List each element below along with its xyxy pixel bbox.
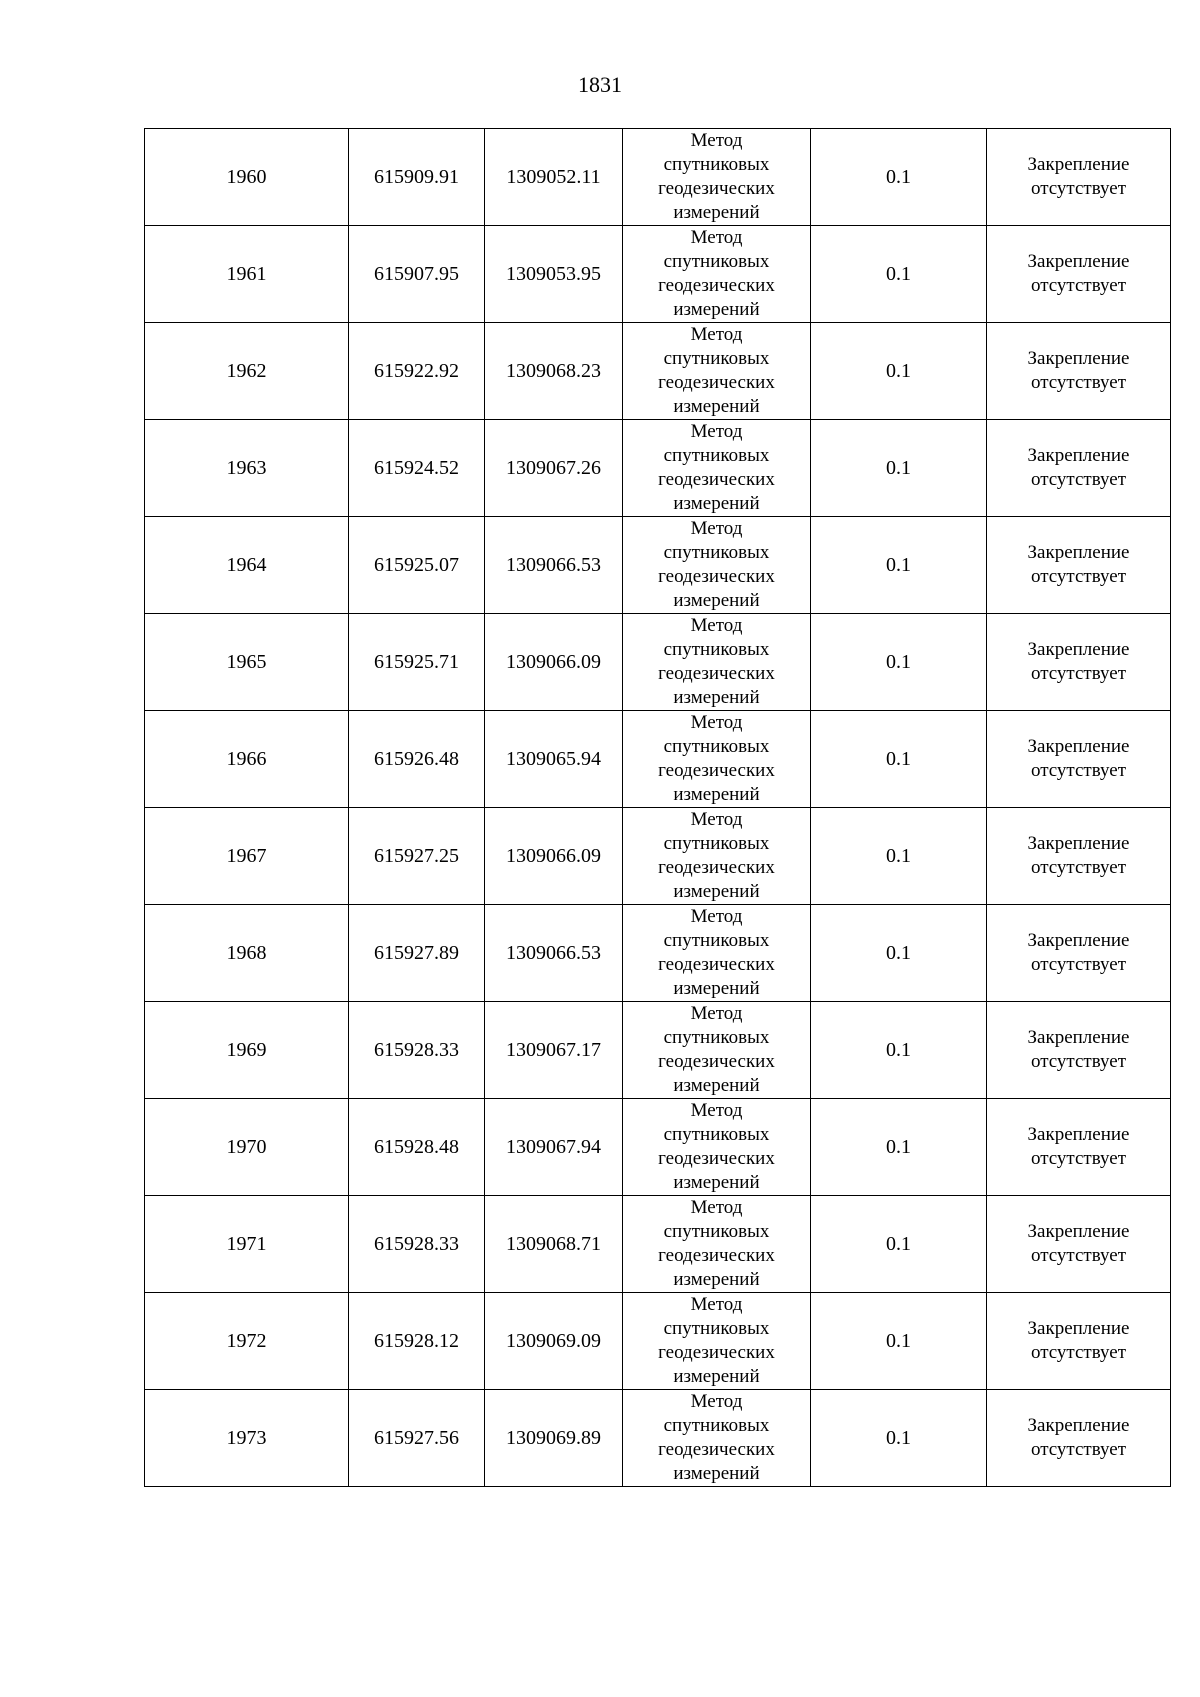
- method-line: измерений: [673, 396, 760, 417]
- method-line: геодезических: [658, 1148, 775, 1169]
- y-coordinate-cell: 1309065.94: [485, 711, 623, 808]
- accuracy-cell: 0.1: [811, 1002, 987, 1099]
- method-cell: [623, 226, 811, 323]
- y-coordinate-cell: 1309066.53: [485, 905, 623, 1002]
- method-line: Метод: [690, 712, 743, 733]
- accuracy-cell: 0.1: [811, 614, 987, 711]
- method-line: измерений: [673, 1366, 760, 1387]
- accuracy-cell: 0.1: [811, 517, 987, 614]
- method-cell: [623, 614, 811, 711]
- fixing-line: отсутствует: [1030, 1148, 1127, 1169]
- table-row: [145, 226, 1171, 323]
- method-line: Метод: [690, 227, 743, 248]
- method-line: спутниковых: [663, 1124, 770, 1145]
- fixing-cell: [987, 129, 1171, 226]
- fixing-cell: [987, 1002, 1171, 1099]
- method-line: Метод: [690, 518, 743, 539]
- fixing-line: Закрепление: [1027, 833, 1130, 854]
- y-coordinate-cell: 1309052.11: [485, 129, 623, 226]
- method-cell: [623, 808, 811, 905]
- accuracy-cell: 0.1: [811, 1196, 987, 1293]
- x-coordinate-cell: 615924.52: [349, 420, 485, 517]
- table-row: [145, 1196, 1171, 1293]
- method-line: Метод: [690, 1197, 743, 1218]
- accuracy-cell: 0.1: [811, 905, 987, 1002]
- point-number-cell: 1966: [145, 711, 349, 808]
- method-line: спутниковых: [663, 445, 770, 466]
- fixing-line: Закрепление: [1027, 348, 1130, 369]
- fixing-line: Закрепление: [1027, 445, 1130, 466]
- fixing-line: отсутствует: [1030, 954, 1127, 975]
- fixing-line: Закрепление: [1027, 1415, 1130, 1436]
- fixing-line: отсутствует: [1030, 469, 1127, 490]
- table-row: [145, 1293, 1171, 1390]
- point-number-cell: 1969: [145, 1002, 349, 1099]
- accuracy-cell: 0.1: [811, 420, 987, 517]
- x-coordinate-cell: 615907.95: [349, 226, 485, 323]
- method-line: измерений: [673, 1269, 760, 1290]
- page-number: 1831: [578, 72, 622, 97]
- method-line: спутниковых: [663, 348, 770, 369]
- fixing-line: отсутствует: [1030, 372, 1127, 393]
- method-cell: [623, 905, 811, 1002]
- x-coordinate-cell: 615925.71: [349, 614, 485, 711]
- fixing-line: отсутствует: [1030, 857, 1127, 878]
- method-line: спутниковых: [663, 930, 770, 951]
- method-line: геодезических: [658, 469, 775, 490]
- method-line: спутниковых: [663, 1318, 770, 1339]
- fixing-line: Закрепление: [1027, 1221, 1130, 1242]
- coordinates-table: [144, 128, 1171, 1487]
- x-coordinate-cell: 615927.25: [349, 808, 485, 905]
- method-line: геодезических: [658, 178, 775, 199]
- method-line: измерений: [673, 687, 760, 708]
- fixing-line: Закрепление: [1027, 1027, 1130, 1048]
- fixing-line: отсутствует: [1030, 178, 1127, 199]
- x-coordinate-cell: 615928.33: [349, 1002, 485, 1099]
- method-line: спутниковых: [663, 1221, 770, 1242]
- method-cell: [623, 129, 811, 226]
- fixing-line: отсутствует: [1030, 1439, 1127, 1460]
- method-line: спутниковых: [663, 639, 770, 660]
- fixing-line: Закрепление: [1027, 542, 1130, 563]
- fixing-line: Закрепление: [1027, 251, 1130, 272]
- method-cell: [623, 420, 811, 517]
- fixing-line: отсутствует: [1030, 1051, 1127, 1072]
- fixing-cell: [987, 1099, 1171, 1196]
- accuracy-cell: 0.1: [811, 1390, 987, 1487]
- table-row: [145, 808, 1171, 905]
- table-row: [145, 1099, 1171, 1196]
- table-row: [145, 420, 1171, 517]
- method-line: геодезических: [658, 1342, 775, 1363]
- x-coordinate-cell: 615928.33: [349, 1196, 485, 1293]
- accuracy-cell: 0.1: [811, 808, 987, 905]
- accuracy-cell: 0.1: [811, 226, 987, 323]
- fixing-line: Закрепление: [1027, 736, 1130, 757]
- point-number-cell: 1967: [145, 808, 349, 905]
- method-line: спутниковых: [663, 154, 770, 175]
- method-line: Метод: [690, 1100, 743, 1121]
- method-line: Метод: [690, 615, 743, 636]
- method-line: спутниковых: [663, 542, 770, 563]
- fixing-line: Закрепление: [1027, 1318, 1130, 1339]
- method-cell: [623, 1099, 811, 1196]
- fixing-line: отсутствует: [1030, 1342, 1127, 1363]
- fixing-cell: [987, 1196, 1171, 1293]
- method-line: геодезических: [658, 275, 775, 296]
- table-row: [145, 1390, 1171, 1487]
- y-coordinate-cell: 1309053.95: [485, 226, 623, 323]
- fixing-cell: [987, 808, 1171, 905]
- fixing-cell: [987, 420, 1171, 517]
- method-line: Метод: [690, 130, 743, 151]
- method-cell: [623, 323, 811, 420]
- y-coordinate-cell: 1309068.71: [485, 1196, 623, 1293]
- fixing-cell: [987, 517, 1171, 614]
- x-coordinate-cell: 615928.12: [349, 1293, 485, 1390]
- method-line: Метод: [690, 906, 743, 927]
- method-line: геодезических: [658, 663, 775, 684]
- method-line: геодезических: [658, 954, 775, 975]
- fixing-cell: [987, 226, 1171, 323]
- y-coordinate-cell: 1309067.26: [485, 420, 623, 517]
- y-coordinate-cell: 1309066.09: [485, 808, 623, 905]
- fixing-cell: [987, 614, 1171, 711]
- x-coordinate-cell: 615927.89: [349, 905, 485, 1002]
- point-number-cell: 1961: [145, 226, 349, 323]
- point-number-cell: 1965: [145, 614, 349, 711]
- table-row: [145, 323, 1171, 420]
- x-coordinate-cell: 615925.07: [349, 517, 485, 614]
- fixing-cell: [987, 905, 1171, 1002]
- point-number-cell: 1971: [145, 1196, 349, 1293]
- point-number-cell: 1964: [145, 517, 349, 614]
- point-number-cell: 1962: [145, 323, 349, 420]
- y-coordinate-cell: 1309066.09: [485, 614, 623, 711]
- method-line: измерений: [673, 202, 760, 223]
- method-line: спутниковых: [663, 736, 770, 757]
- point-number-cell: 1973: [145, 1390, 349, 1487]
- method-line: геодезических: [658, 372, 775, 393]
- fixing-cell: [987, 1390, 1171, 1487]
- point-number-cell: 1968: [145, 905, 349, 1002]
- method-line: спутниковых: [663, 1027, 770, 1048]
- y-coordinate-cell: 1309069.09: [485, 1293, 623, 1390]
- fixing-line: Закрепление: [1027, 930, 1130, 951]
- fixing-line: Закрепление: [1027, 639, 1130, 660]
- accuracy-cell: 0.1: [811, 129, 987, 226]
- method-cell: [623, 1002, 811, 1099]
- x-coordinate-cell: 615926.48: [349, 711, 485, 808]
- accuracy-cell: 0.1: [811, 1293, 987, 1390]
- method-cell: [623, 1293, 811, 1390]
- fixing-line: Закрепление: [1027, 1124, 1130, 1145]
- fixing-cell: [987, 711, 1171, 808]
- method-cell: [623, 1390, 811, 1487]
- method-line: измерений: [673, 590, 760, 611]
- y-coordinate-cell: 1309066.53: [485, 517, 623, 614]
- coordinates-table-body: [145, 129, 1171, 1487]
- accuracy-cell: 0.1: [811, 323, 987, 420]
- y-coordinate-cell: 1309069.89: [485, 1390, 623, 1487]
- method-line: геодезических: [658, 1051, 775, 1072]
- table-row: [145, 711, 1171, 808]
- method-line: измерений: [673, 978, 760, 999]
- x-coordinate-cell: 615928.48: [349, 1099, 485, 1196]
- table-row: [145, 614, 1171, 711]
- method-line: геодезических: [658, 1245, 775, 1266]
- point-number-cell: 1960: [145, 129, 349, 226]
- method-line: геодезических: [658, 857, 775, 878]
- method-cell: [623, 517, 811, 614]
- x-coordinate-cell: 615909.91: [349, 129, 485, 226]
- accuracy-cell: 0.1: [811, 1099, 987, 1196]
- y-coordinate-cell: 1309068.23: [485, 323, 623, 420]
- method-line: Метод: [690, 1003, 743, 1024]
- method-line: Метод: [690, 809, 743, 830]
- x-coordinate-cell: 615922.92: [349, 323, 485, 420]
- method-line: измерений: [673, 493, 760, 514]
- fixing-line: отсутствует: [1030, 566, 1127, 587]
- table-row: [145, 517, 1171, 614]
- table-row: [145, 905, 1171, 1002]
- method-line: Метод: [690, 324, 743, 345]
- point-number-cell: 1963: [145, 420, 349, 517]
- method-line: геодезических: [658, 1439, 775, 1460]
- method-line: измерений: [673, 1172, 760, 1193]
- fixing-line: отсутствует: [1030, 275, 1127, 296]
- method-line: спутниковых: [663, 1415, 770, 1436]
- method-line: Метод: [690, 1294, 743, 1315]
- fixing-line: отсутствует: [1030, 663, 1127, 684]
- method-line: измерений: [673, 881, 760, 902]
- accuracy-cell: 0.1: [811, 711, 987, 808]
- method-line: геодезических: [658, 566, 775, 587]
- method-cell: [623, 1196, 811, 1293]
- table-row: [145, 129, 1171, 226]
- fixing-cell: [987, 323, 1171, 420]
- y-coordinate-cell: 1309067.17: [485, 1002, 623, 1099]
- x-coordinate-cell: 615927.56: [349, 1390, 485, 1487]
- fixing-line: Закрепление: [1027, 154, 1130, 175]
- fixing-cell: [987, 1293, 1171, 1390]
- fixing-line: отсутствует: [1030, 760, 1127, 781]
- method-line: геодезических: [658, 760, 775, 781]
- method-line: измерений: [673, 1463, 760, 1484]
- method-cell: [623, 711, 811, 808]
- table-row: [145, 1002, 1171, 1099]
- y-coordinate-cell: 1309067.94: [485, 1099, 623, 1196]
- method-line: спутниковых: [663, 251, 770, 272]
- method-line: измерений: [673, 784, 760, 805]
- fixing-line: отсутствует: [1030, 1245, 1127, 1266]
- method-line: Метод: [690, 1391, 743, 1412]
- method-line: измерений: [673, 1075, 760, 1096]
- point-number-cell: 1970: [145, 1099, 349, 1196]
- method-line: спутниковых: [663, 833, 770, 854]
- point-number-cell: 1972: [145, 1293, 349, 1390]
- method-line: Метод: [690, 421, 743, 442]
- method-line: измерений: [673, 299, 760, 320]
